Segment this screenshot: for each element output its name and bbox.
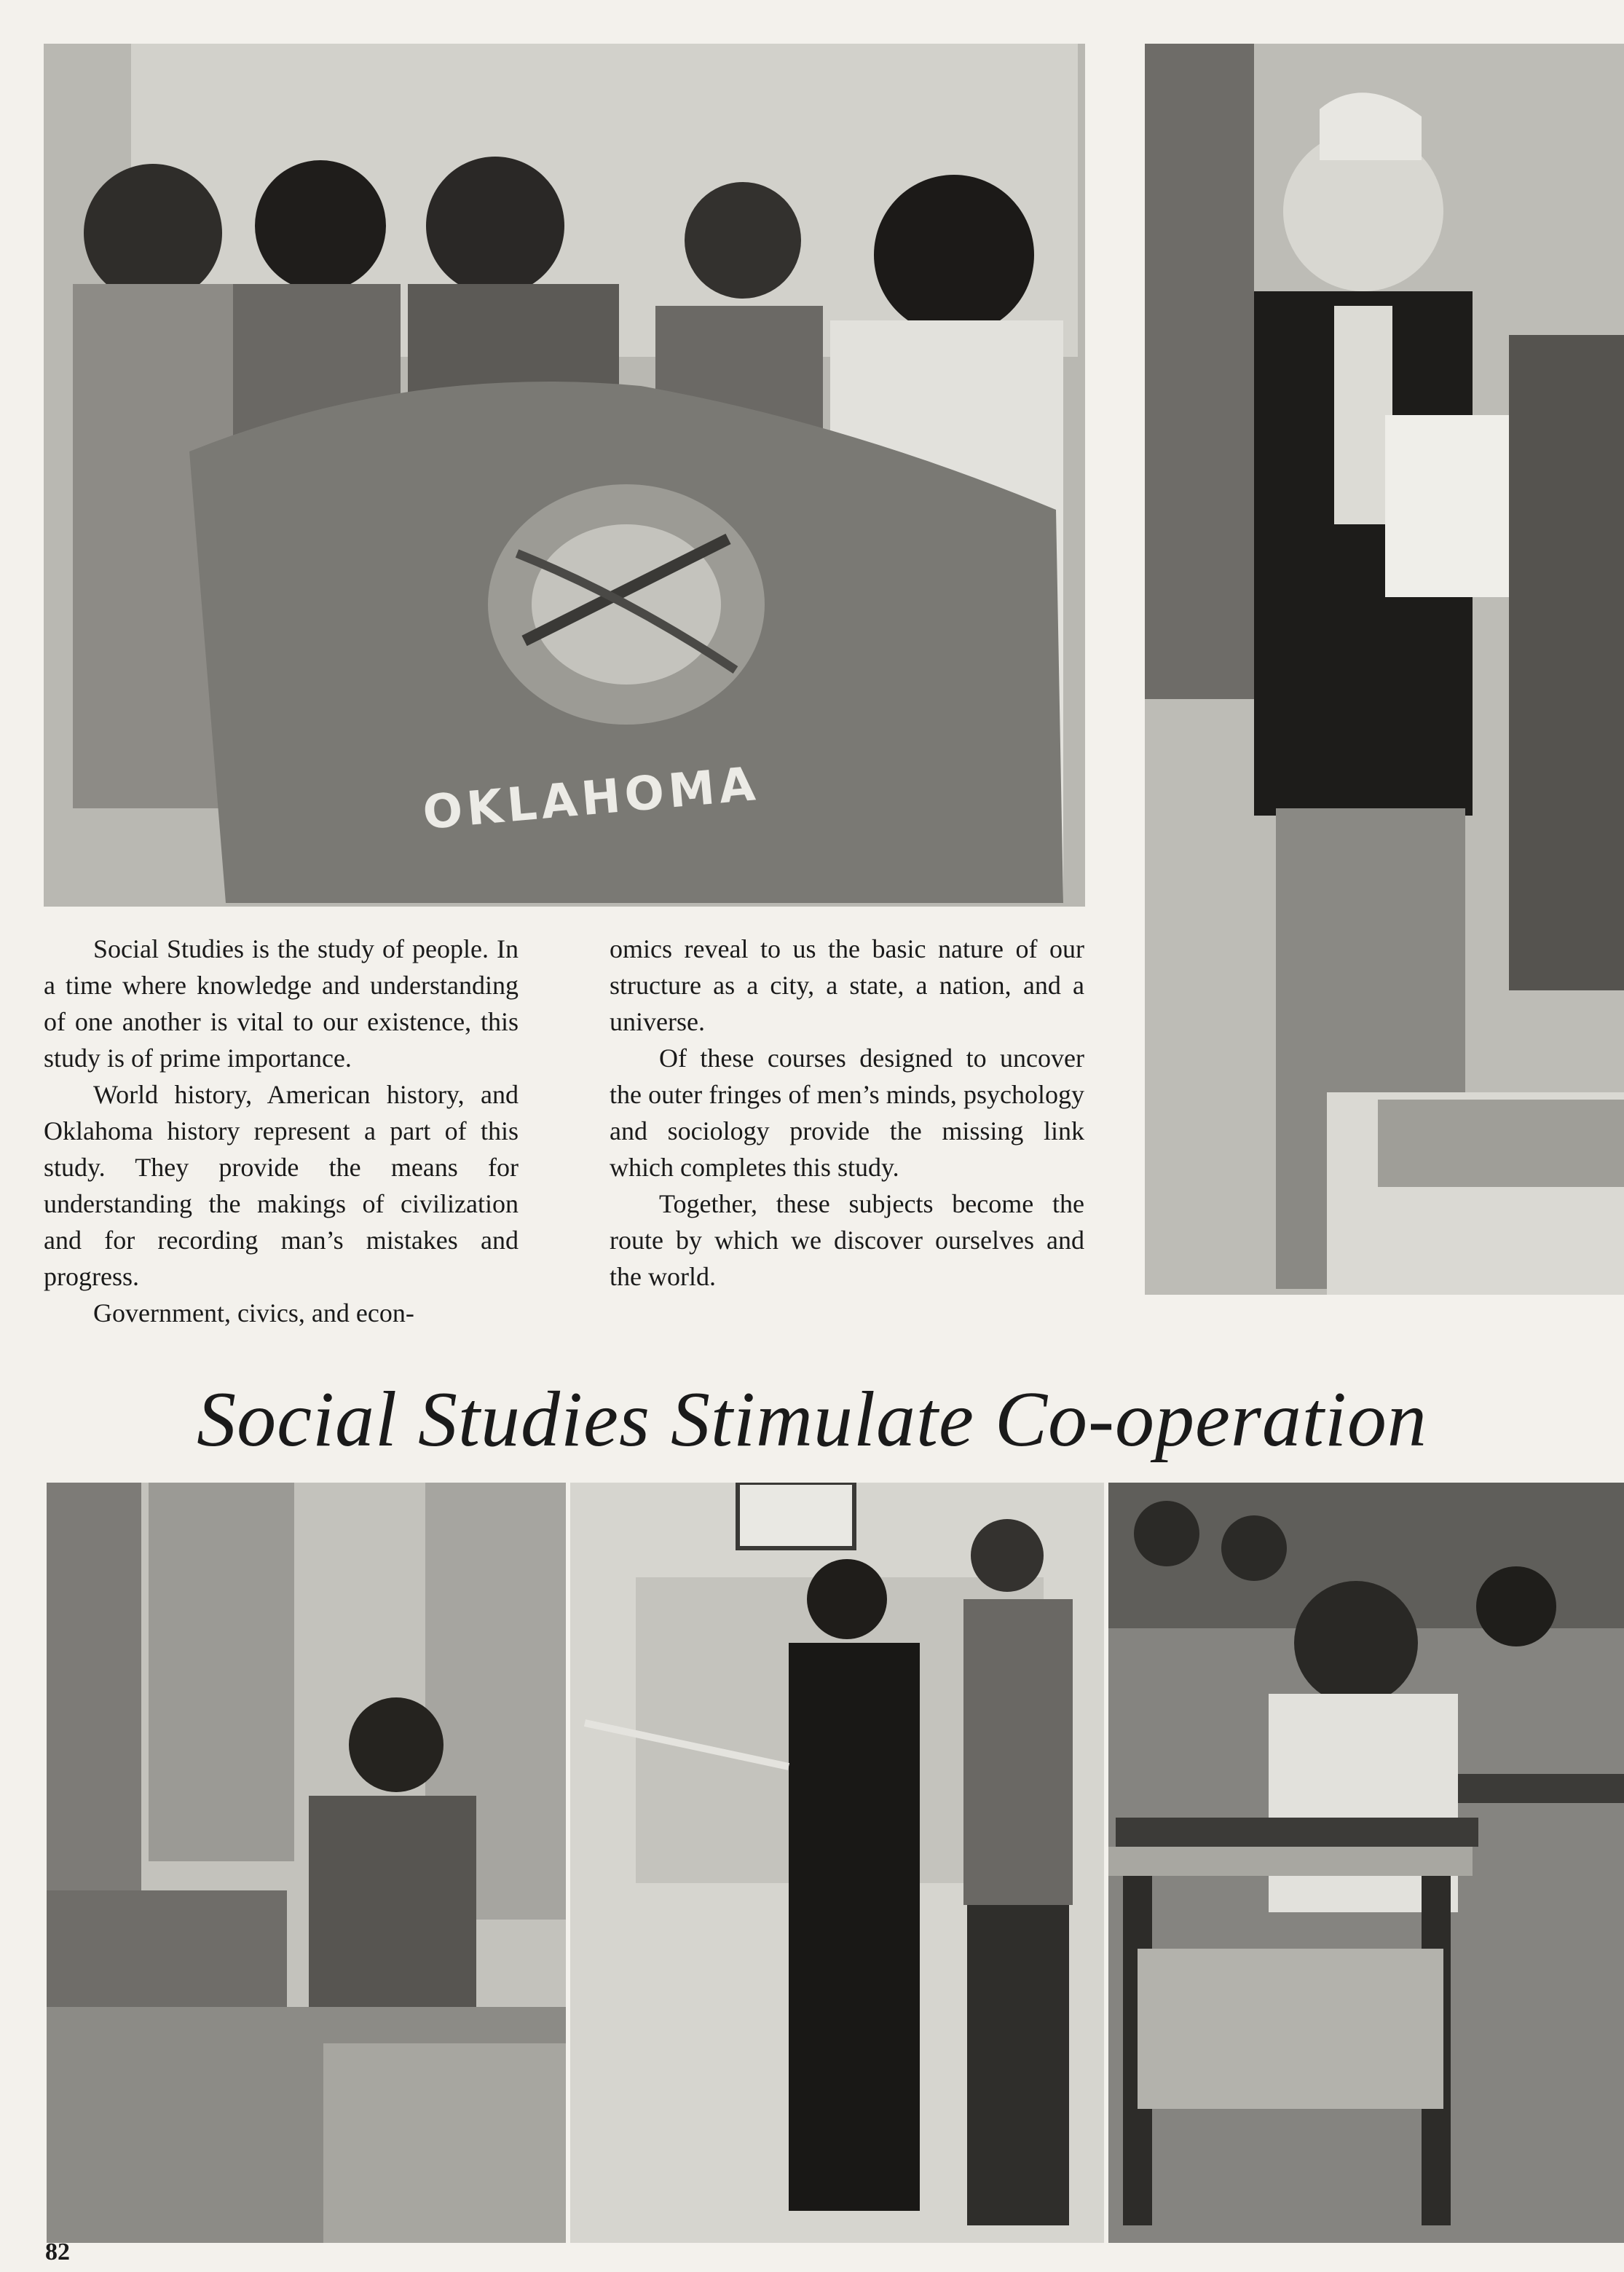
photo-students-oklahoma-flag	[44, 44, 1085, 907]
article-paragraph: Of these courses designed to uncover the outer fringes of men’s minds, psychology and sociology provide the missing link which completes this study.	[610, 1044, 1084, 1182]
map-photo-illustration	[570, 1483, 1104, 2243]
article-paragraph: Government, civics, and econ-	[93, 1298, 414, 1328]
article-column-left	[44, 931, 519, 1331]
photo-teacher-lecturing	[1145, 44, 1624, 1295]
article-paragraph: World history, American history, and Oklahoma history represent a part of this study. They provide the means for understanding the makings of civilization and for recording man’s mistakes and progress.	[44, 1080, 519, 1291]
seated-teacher-photo-illustration	[47, 1483, 566, 2243]
flag-label: OKLAHOMA	[420, 757, 762, 841]
photo-teacher-at-map	[570, 1483, 1104, 2243]
teacher-photo-illustration	[1145, 44, 1624, 1295]
desks-photo-illustration	[1108, 1483, 1624, 2243]
article-paragraph: Together, these subjects become the route by which we discover ourselves and the world.	[610, 1189, 1084, 1291]
article-column-right	[610, 931, 1084, 1295]
page-number: 82	[45, 2239, 70, 2265]
page-headline: Social Studies Stimulate Co-operation	[197, 1376, 1427, 1463]
photo-teacher-seated-on-desk	[47, 1483, 566, 2243]
photo-students-at-desks	[1108, 1483, 1624, 2243]
article-paragraph: omics reveal to us the basic nature of our structure as a city, a state, a nation, and a universe.	[610, 934, 1084, 1036]
article-paragraph: Social Studies is the study of people. In a time where knowledge and understanding of one another is vital to our existence, this study is of prime importance.	[44, 934, 519, 1073]
